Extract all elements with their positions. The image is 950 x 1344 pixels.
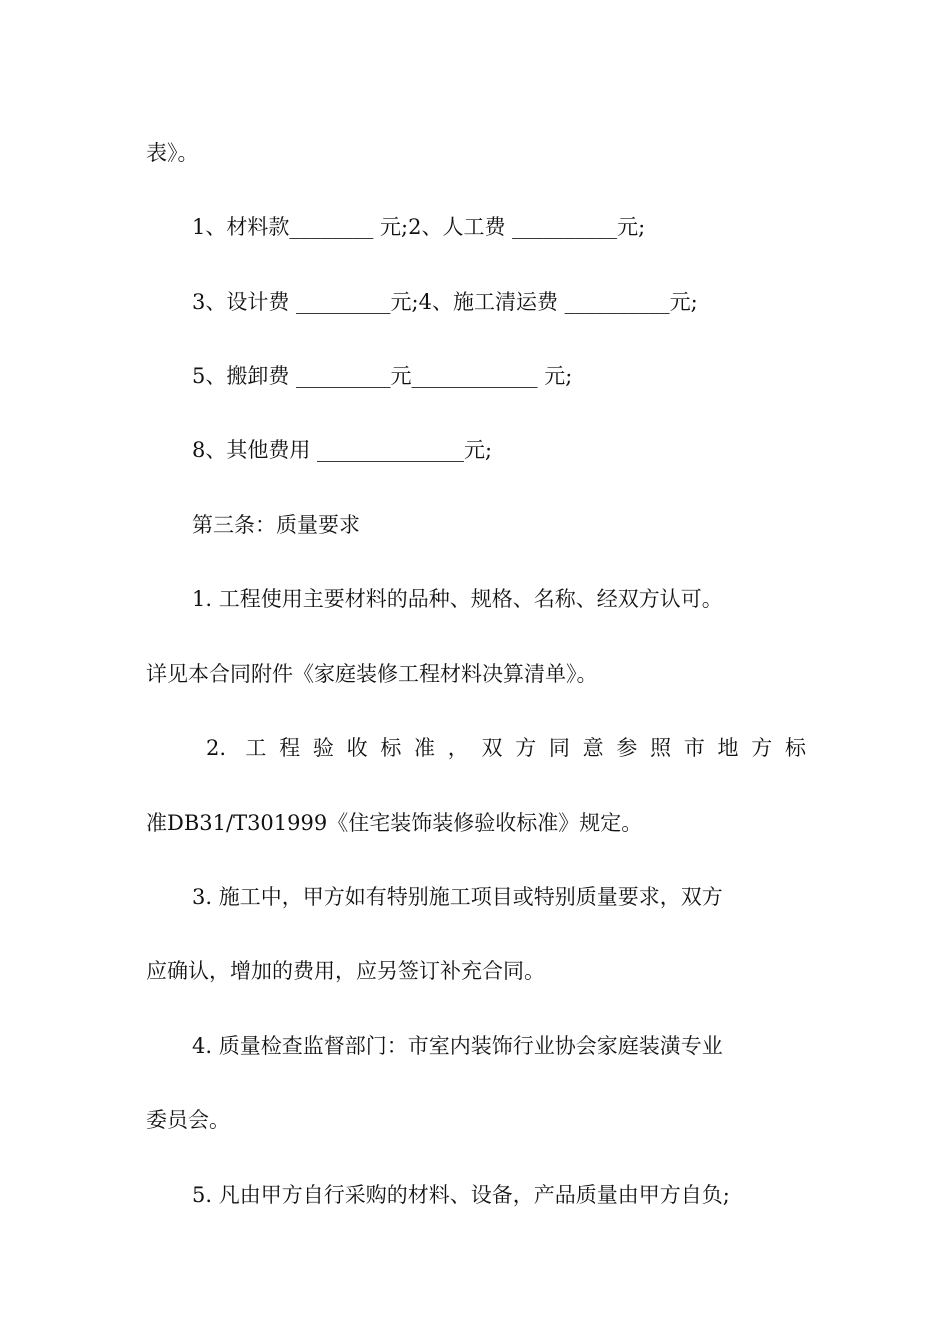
- text-line-clause-5: 5. 凡由甲方自行采购的材料、设备，产品质量由甲方自负;: [192, 1183, 730, 1207]
- text-line-clause-1: 1. 工程使用主要材料的品种、规格、名称、经双方认可。: [192, 587, 723, 611]
- text-line-clause-4-cont: 委员会。: [146, 1108, 230, 1132]
- text-line-fee-materials-labor: 1、材料款________ 元;2、人工费 __________元;: [192, 215, 646, 239]
- text-line-fee-other: 8、其他费用 ______________元;: [192, 438, 493, 462]
- text-line-clause-4: 4. 质量检查监督部门：市室内装饰行业协会家庭装潢专业: [192, 1034, 723, 1058]
- text-line-clause-3: 3. 施工中，甲方如有特别施工项目或特别质量要求，双方: [192, 885, 723, 909]
- text-line-clause-3-cont: 应确认，增加的费用，应另签订补充合同。: [146, 959, 545, 983]
- text-line-fee-design-cleanup: 3、设计费 _________元;4、施工清运费 __________元;: [192, 290, 698, 314]
- text-line-clause-1-cont: 详见本合同附件《家庭装修工程材料决算清单》。: [146, 662, 598, 686]
- text-line-clause-2-cont: 准DB31/T301999《住宅装饰装修验收标准》规定。: [146, 811, 643, 835]
- text-line-fee-moving: 5、搬卸费 _________元____________ 元;: [192, 364, 573, 388]
- text-line-table-end: 表》。: [146, 141, 199, 165]
- text-line-clause-2: 2. 工程验收标准，双方同意参照市地方标: [206, 736, 806, 760]
- section-heading-quality: 第三条：质量要求: [192, 513, 360, 537]
